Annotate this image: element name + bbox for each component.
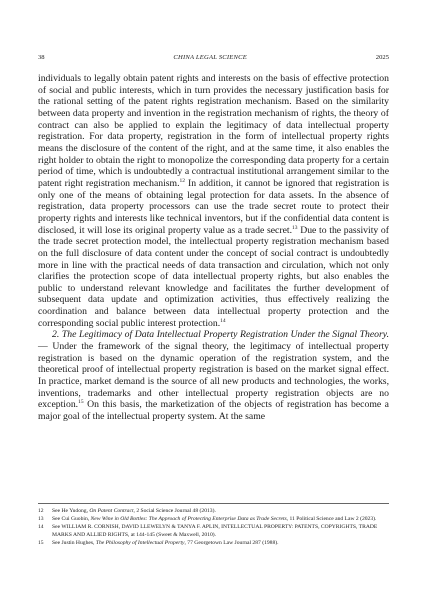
p1-text-b: In addition, it cannot be ignored that registration is only one of the means of obtaining legal protection for data assets. In the absence of registration, data property processors can use the trade secret route to protect their property rights and interests like technical inventors, but if the confidential data content is disclosed, it will lose its original property value as a trade secret.	[38, 177, 389, 236]
footnote-ref-12[interactable]: 12	[179, 177, 186, 184]
footnote-ref-15[interactable]: 15	[78, 399, 84, 406]
body-text	[38, 73, 389, 423]
footnote-number: 13	[38, 515, 44, 522]
footnote-number: 15	[38, 539, 44, 546]
footnote-divider	[38, 503, 389, 504]
footnote-ref-13[interactable]: 13	[292, 224, 298, 231]
footnote-12	[38, 508, 389, 516]
p1-text-a: individuals to legally obtain patent rights and interests on the basis of effective protection of social and public interests, which in turn provides the necessary justification basis for the rational setting of the patent rights registration mechanism. Based on the similarity between data property and invention in the registration mechanism of rights, the theory of contract can also be applied to explain the legitimacy of data intellectual property registration. For data property, registration in the form of intellectual property rights means the disclosure of the content of the right, and at the same time, it also enables the right holder to obtain the right to monopolize the corresponding data property for a certain period of time, which is undoubtedly a contractual institutional arrangement similar to the patent right registration mechanism.	[38, 73, 389, 189]
footnote-work-title: On Patent Contract	[89, 508, 134, 514]
footnote-text	[52, 516, 389, 524]
footnote-citation: See Justin Hughes,	[52, 539, 96, 546]
footnote-text	[52, 508, 389, 516]
footnote-text	[52, 540, 389, 548]
footnote-source: , 2 Social Science Journal 48 (2013).	[133, 508, 216, 514]
footnote-15	[38, 540, 389, 548]
footnote-citation: See He Yudong,	[52, 508, 90, 514]
footnote-number: 14	[38, 523, 44, 530]
p1-text-c: Due to the passivity of the trade secret protection model, the intellectual property registration mechanism based on the full disclosure of data content under the concept of social contract is undoubtedly more in line with the practical needs of data transaction and circulation, which not only clarifies the protection scope of data intellectual property rights, but also enables the public to understand relevant knowledge and facilitates the further development of subsequent data update and optimization activities, thus effectively realizing the coordination and balance between data intellectual property protection and the corresponding social public interest protection.	[38, 224, 389, 329]
section-heading: 2. The Legitimacy of Data Intellectual Property Registration Under the Signal Theory.	[52, 329, 389, 341]
footnote-work-title: New Wine in Old Bottles: The Approach of Protecting Enterprise Data as Trade Secrets	[90, 515, 287, 522]
journal-title: CHINA LEGAL SCIENCE	[173, 54, 247, 61]
footnote-work-title: The Philosophy of Intellectual Property	[95, 539, 185, 546]
footnote-citation: See WILLIAM R. CORNISH, DAVID LLEWELYN & TANYA F. APLIN, INTELLECTUAL PROPERTY: PATENTS, COPYRIGHTS, TRADE MARKS AND ALLIED RIGHTS, at 144-145 (Sweet & Maxwell, 2010).	[52, 523, 378, 538]
footnote-14	[38, 524, 389, 540]
p2-text-b: On this basis, the marketization of the objects of registration has become a major goal of the intellectual property system. At the same	[38, 399, 389, 423]
running-header	[38, 54, 389, 61]
footnote-13	[38, 516, 389, 524]
footnote-ref-14[interactable]: 14	[220, 317, 226, 324]
year: 2025	[375, 54, 389, 61]
paragraph-2	[38, 329, 389, 422]
footnote-number: 12	[38, 508, 44, 514]
p2-text-a: — Under the framework of the signal theory, the legitimacy of intellectual property registration is based on the dynamic operation of the registration system, and the theoretical proof of intellectual property registration is based on the market signal effect. In practice, market demand is the source of all new products and technologies, the works, inventions, trademarks and other intellectual property registration objects are no exception.	[38, 341, 389, 411]
page-number: 38	[38, 54, 45, 61]
paragraph-1	[38, 73, 389, 329]
footnote-citation: See Cui Guobin,	[52, 515, 91, 522]
footnotes	[38, 503, 389, 548]
footnote-text	[52, 524, 389, 540]
footnote-source: , 77 Georgetown Law Journal 287 (1988).	[184, 539, 279, 546]
footnote-source: , 11 Political Science and Law 2 (2023).	[286, 515, 377, 522]
